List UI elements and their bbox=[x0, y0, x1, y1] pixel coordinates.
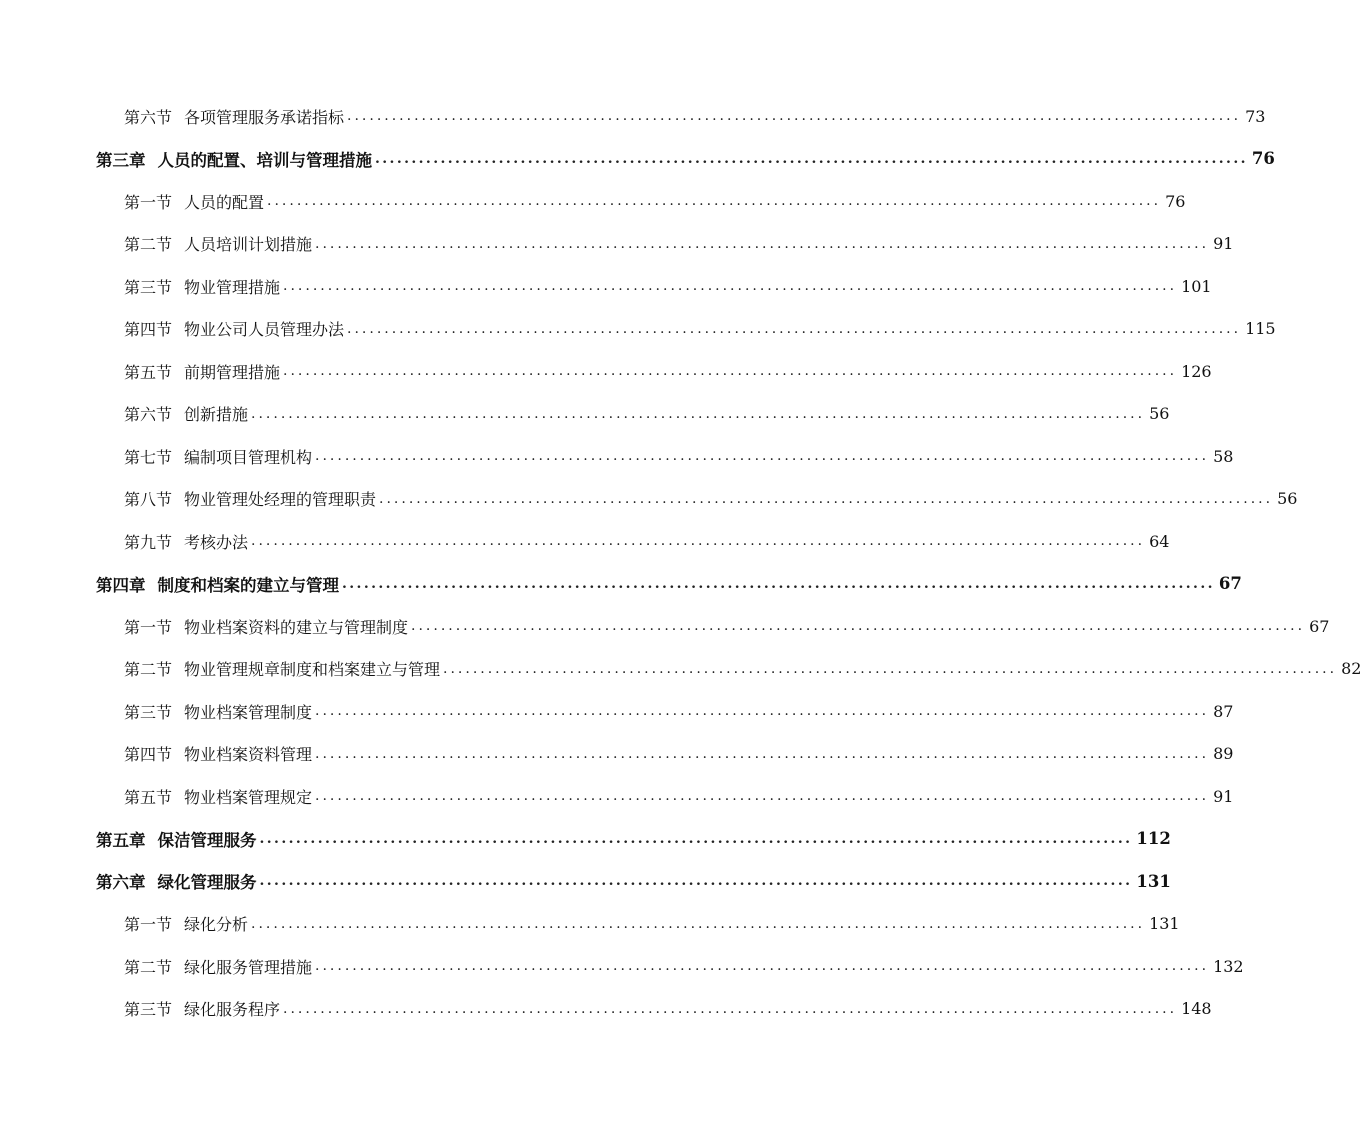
toc-section-entry[interactable] bbox=[124, 910, 1180, 938]
toc-entry-page-number: 131 bbox=[1149, 914, 1180, 933]
toc-entry-number: 第一节 bbox=[124, 915, 173, 934]
toc-entry-title: 绿化服务管理措施 bbox=[184, 957, 313, 977]
toc-entry-page-number: 101 bbox=[1181, 276, 1212, 296]
toc-entry-number: 第一节 bbox=[124, 192, 173, 212]
toc-section-entry[interactable] bbox=[124, 187, 1186, 215]
dot-leader: ........................................................................................................................ bbox=[379, 490, 1274, 507]
toc-entry-label bbox=[124, 487, 376, 510]
toc-entry-page-number: 89 bbox=[1213, 744, 1234, 763]
toc-section-entry[interactable] bbox=[124, 102, 1266, 130]
toc-entry-title: 绿化服务程序 bbox=[184, 1000, 281, 1019]
toc-entry-label bbox=[124, 105, 344, 128]
toc-entry-label bbox=[124, 955, 312, 978]
toc-entry-label bbox=[96, 869, 257, 893]
toc-entry-number: 第八节 bbox=[124, 490, 173, 509]
toc-entry-page-number: 82 bbox=[1341, 659, 1361, 678]
toc-section-entry[interactable] bbox=[124, 400, 1170, 428]
toc-chapter-entry[interactable] bbox=[96, 825, 1171, 853]
toc-entry-label bbox=[124, 360, 280, 383]
toc-entry-title: 物业管理处经理的管理职责 bbox=[184, 490, 377, 509]
toc-entry-page-number: 67 bbox=[1218, 574, 1242, 593]
toc-entry-number: 第四章 bbox=[96, 575, 146, 595]
toc-entry-number: 第五节 bbox=[124, 787, 173, 807]
toc-chapter-entry[interactable] bbox=[96, 570, 1242, 598]
toc-section-entry[interactable] bbox=[124, 697, 1234, 725]
toc-section-entry[interactable] bbox=[124, 952, 1244, 980]
toc-entry-label bbox=[124, 912, 248, 935]
toc-entry-label bbox=[124, 190, 264, 213]
toc-entry-page-number: 148 bbox=[1181, 999, 1212, 1018]
toc-entry-label bbox=[124, 700, 312, 723]
toc-entry-page-number: 91 bbox=[1213, 786, 1234, 806]
toc-entry-title: 绿化管理服务 bbox=[157, 873, 257, 892]
toc-entry-label bbox=[124, 615, 408, 638]
toc-entry-label bbox=[124, 317, 344, 340]
toc-entry-label bbox=[124, 402, 248, 425]
dot-leader: ........................................................................................................................ bbox=[315, 448, 1210, 464]
toc-entry-label bbox=[96, 147, 372, 171]
toc-entry-title: 物业管理规章制度和档案建立与管理 bbox=[184, 660, 441, 679]
toc-entry-title: 人员培训计划措施 bbox=[184, 235, 313, 254]
dot-leader: ........................................................................................................................ bbox=[251, 405, 1146, 422]
toc-entry-label bbox=[124, 445, 312, 468]
toc-entry-number: 第四节 bbox=[124, 320, 173, 339]
toc-section-entry[interactable] bbox=[124, 230, 1234, 258]
dot-leader: ........................................................................................................................ bbox=[259, 830, 1133, 847]
toc-entry-title: 绿化分析 bbox=[184, 915, 249, 934]
toc-entry-number: 第三节 bbox=[124, 1000, 173, 1019]
toc-entry-page-number: 64 bbox=[1149, 531, 1170, 551]
dot-leader: ........................................................................................................................ bbox=[347, 320, 1242, 337]
dot-leader: ........................................................................................................................ bbox=[315, 235, 1210, 252]
toc-entry-page-number: 67 bbox=[1309, 616, 1330, 636]
toc-entry-title: 物业档案资料管理 bbox=[184, 745, 313, 764]
toc-section-entry[interactable] bbox=[124, 527, 1170, 555]
toc-entry-title: 物业档案资料的建立与管理制度 bbox=[184, 617, 409, 637]
toc-entry-page-number: 76 bbox=[1251, 149, 1275, 168]
toc-section-entry[interactable] bbox=[124, 315, 1276, 343]
dot-leader: ........................................................................................................................ bbox=[283, 363, 1178, 379]
dot-leader: ........................................................................................................................ bbox=[251, 533, 1146, 549]
toc-entry-page-number: 73 bbox=[1245, 106, 1266, 126]
toc-entry-label bbox=[124, 785, 312, 808]
toc-entry-label bbox=[124, 997, 280, 1020]
toc-chapter-entry[interactable] bbox=[96, 867, 1171, 895]
toc-entry-page-number: 112 bbox=[1136, 829, 1171, 848]
dot-leader: ........................................................................................................................ bbox=[375, 150, 1248, 167]
toc-entry-page-number: 58 bbox=[1213, 446, 1234, 466]
toc-entry-number: 第三节 bbox=[124, 702, 173, 722]
toc-entry-number: 第六节 bbox=[124, 107, 173, 127]
toc-chapter-entry[interactable] bbox=[96, 145, 1275, 173]
toc-entry-number: 第六章 bbox=[96, 873, 146, 892]
toc-entry-number: 第六节 bbox=[124, 405, 173, 424]
toc-entry-page-number: 76 bbox=[1165, 191, 1186, 211]
toc-entry-number: 第三节 bbox=[124, 277, 173, 297]
toc-entry-number: 第七节 bbox=[124, 447, 173, 467]
toc-entry-title: 考核办法 bbox=[184, 532, 249, 552]
toc-entry-title: 编制项目管理机构 bbox=[184, 447, 313, 467]
toc-entry-label bbox=[124, 275, 280, 298]
dot-leader: ........................................................................................................................ bbox=[251, 915, 1146, 932]
toc-entry-title: 物业档案管理规定 bbox=[184, 787, 313, 807]
dot-leader: ........................................................................................................................ bbox=[347, 108, 1242, 124]
toc-entry-number: 第九节 bbox=[124, 532, 173, 552]
toc-entry-number: 第二节 bbox=[124, 957, 173, 977]
toc-entry-title: 人员的配置 bbox=[184, 192, 265, 212]
dot-leader: ........................................................................................................................ bbox=[283, 1000, 1178, 1017]
toc-section-entry[interactable] bbox=[124, 357, 1212, 385]
toc-section-entry[interactable] bbox=[124, 782, 1234, 810]
dot-leader: ........................................................................................................................ bbox=[267, 193, 1162, 209]
toc-section-entry[interactable] bbox=[124, 995, 1212, 1023]
toc-entry-title: 物业档案管理制度 bbox=[184, 702, 313, 722]
toc-entry-page-number: 115 bbox=[1245, 319, 1276, 338]
toc-entry-title: 物业公司人员管理办法 bbox=[184, 320, 345, 339]
toc-entry-label bbox=[124, 232, 312, 255]
toc-section-entry[interactable] bbox=[124, 740, 1234, 768]
dot-leader: ........................................................................................................................ bbox=[259, 873, 1133, 889]
toc-section-entry[interactable] bbox=[124, 612, 1330, 640]
dot-leader: ........................................................................................................................ bbox=[315, 958, 1210, 974]
toc-entry-title: 创新措施 bbox=[184, 405, 249, 424]
dot-leader: ........................................................................................................................ bbox=[283, 278, 1178, 294]
toc-entry-page-number: 126 bbox=[1181, 361, 1212, 381]
toc-entry-number: 第四节 bbox=[124, 745, 173, 764]
toc-entry-label bbox=[96, 572, 339, 596]
toc-entry-page-number: 87 bbox=[1213, 701, 1234, 721]
toc-entry-title: 制度和档案的建立与管理 bbox=[157, 575, 339, 595]
toc-entry-number: 第三章 bbox=[96, 150, 146, 170]
toc-entry-title: 物业管理措施 bbox=[184, 277, 281, 297]
dot-leader: ........................................................................................................................ bbox=[315, 788, 1210, 804]
toc-entry-page-number: 131 bbox=[1136, 871, 1171, 891]
toc-entry-title: 各项管理服务承诺指标 bbox=[184, 107, 345, 127]
toc-entry-page-number: 56 bbox=[1277, 489, 1298, 508]
toc-entry-number: 第一节 bbox=[124, 617, 173, 637]
dot-leader: ........................................................................................................................ bbox=[443, 660, 1338, 677]
toc-entry-label bbox=[124, 657, 440, 680]
toc-entry-number: 第二节 bbox=[124, 235, 173, 254]
toc-entry-title: 保洁管理服务 bbox=[157, 830, 257, 850]
toc-entry-label bbox=[96, 827, 257, 851]
toc-entry-label bbox=[124, 530, 248, 553]
toc-entry-page-number: 132 bbox=[1213, 956, 1244, 976]
toc-entry-label bbox=[124, 742, 312, 765]
toc-entry-page-number: 91 bbox=[1213, 234, 1234, 253]
toc-section-entry[interactable] bbox=[124, 442, 1234, 470]
toc-entry-title: 人员的配置、培训与管理措施 bbox=[157, 150, 372, 170]
toc-entry-title: 前期管理措施 bbox=[184, 362, 281, 382]
toc-entry-number: 第五节 bbox=[124, 362, 173, 382]
toc-section-entry[interactable] bbox=[124, 485, 1298, 513]
toc-section-entry[interactable] bbox=[124, 272, 1212, 300]
dot-leader: ........................................................................................................................ bbox=[411, 618, 1306, 634]
dot-leader: ........................................................................................................................ bbox=[315, 745, 1210, 762]
toc-entry-page-number: 56 bbox=[1149, 404, 1170, 423]
dot-leader: ........................................................................................................................ bbox=[315, 703, 1210, 719]
toc-entry-number: 第二节 bbox=[124, 660, 173, 679]
toc-section-entry[interactable] bbox=[124, 655, 1361, 683]
toc-entry-number: 第五章 bbox=[96, 830, 146, 850]
dot-leader: ........................................................................................................................ bbox=[342, 575, 1215, 592]
